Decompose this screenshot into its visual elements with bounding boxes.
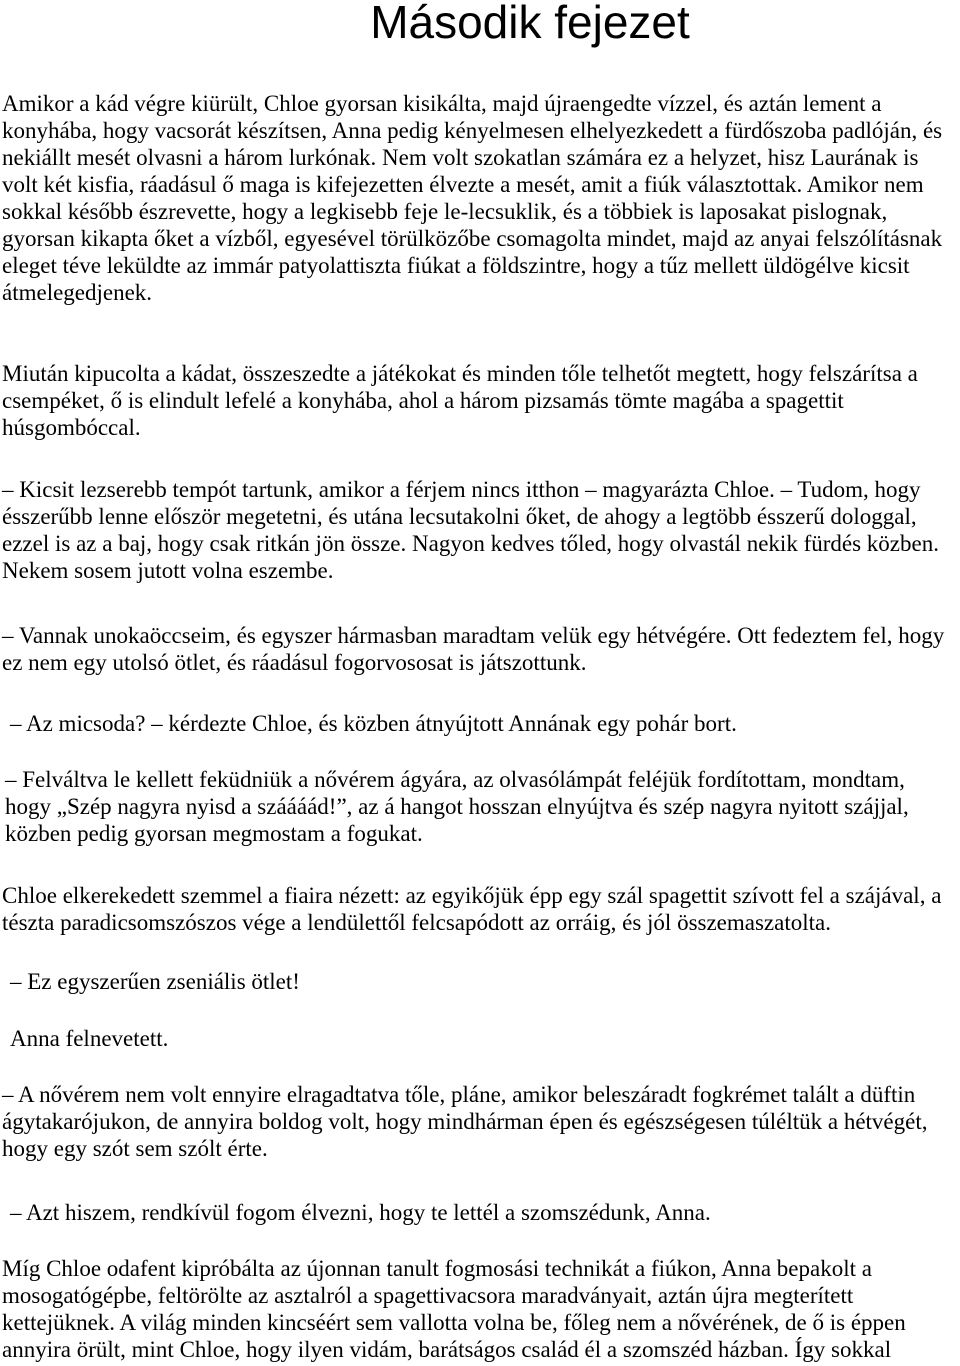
text-line: – Felváltva le kellett feküdniük a nővérem ágyára, az olvasólámpát feléjük fordítottam, mondtam, <box>5 767 905 792</box>
paragraph <box>2 882 960 936</box>
dialogue-paragraph <box>5 766 960 847</box>
text-line: Míg Chloe odafent kipróbálta az újonnan tanult fogmosási technikát a fiúkon, Anna bepakolt a <box>2 1256 872 1281</box>
text-line: csempéket, ő is elindult lefelé a konyhába, ahol a három pizsamás tömte magába a spagettit <box>2 388 844 413</box>
text-line: Chloe elkerekedett szemmel a fiaira nézett: az egyikőjük épp egy szál spagettit szívott fel a szájával, a <box>2 883 942 908</box>
text-line: gyorsan kikapta őket a vízből, egyesével törülközőbe csomagolta mindet, majd az anyai felszólításnak <box>2 226 943 251</box>
text-line: – A nővérem nem volt ennyire elragadtatva tőle, pláne, amikor beleszáradt fogkrémet talált a düftin <box>2 1082 916 1107</box>
text-line: mosogatógépbe, feltörölte az asztalról a spagettivacsora maradványait, aztán újra megterített <box>2 1283 854 1308</box>
text-line: annyira örült, mint Chloe, hogy ilyen vidám, barátságos család él a szomszéd házban. Így sokkal <box>2 1337 892 1362</box>
dialogue-paragraph <box>10 710 960 737</box>
paragraph <box>2 90 960 306</box>
text-line: – Vannak unokaöccseim, és egyszer hármasban maradtam velük egy hétvégére. Ott fedeztem fel, hogy <box>2 623 945 648</box>
dialogue-paragraph <box>2 476 960 584</box>
chapter-title: Második fejezet <box>370 0 690 48</box>
text-line: ez nem egy utolsó ötlet, és ráadásul fogorvososat is játszottunk. <box>2 650 587 675</box>
dialogue-paragraph <box>2 1081 960 1162</box>
text-line: Miután kipucolta a kádat, összeszedte a játékokat és minden tőle telhetőt megtett, hogy felszárítsa a <box>2 361 918 386</box>
text-line: sokkal később észrevette, hogy a legkisebb feje le-lecsuklik, és a többiek is laposakat pislognak, <box>2 199 888 224</box>
text-line: ésszerűbb lenne először megetetni, és utána lecsutakolni őket, de ahogy a legtöbb ésszerű dologgal, <box>2 504 917 529</box>
text-line: ezzel is az a baj, hogy csak ritkán jön össze. Nagyon kedves tőled, hogy olvastál nekik fürdés közben. <box>2 531 939 556</box>
text-line: – Azt hiszem, rendkívül fogom élvezni, hogy te lettél a szomszédunk, Anna. <box>10 1200 711 1225</box>
paragraph <box>2 360 960 441</box>
paragraph <box>2 1255 960 1363</box>
text-line: hogy egy szót sem szólt érte. <box>2 1136 268 1161</box>
text-line: átmelegedjenek. <box>2 280 153 305</box>
dialogue-paragraph <box>2 622 960 676</box>
paragraph <box>10 1025 960 1052</box>
text-line: kettejüknek. A világ minden kincséért sem vallotta volna be, főleg nem a nővérének, de ő is éppen <box>2 1310 906 1335</box>
text-line: Amikor a kád végre kiürült, Chloe gyorsan kisikálta, majd újraengedte vízzel, és aztán lement a <box>2 91 882 116</box>
text-line: hogy „Szép nagyra nyisd a száááád!”, az á hangot hosszan elnyújtva és szép nagyra nyitott szájjal, <box>5 794 909 819</box>
text-line: húsgombóccal. <box>2 415 141 440</box>
text-line: Nekem sosem jutott volna eszembe. <box>2 558 334 583</box>
text-line: ágytakarójukon, de annyira boldog volt, hogy mindhárman épen és egészségesen túléltük a hétvégét, <box>2 1109 928 1134</box>
text-line: eleget téve leküldte az immár patyolattiszta fiúkat a földszintre, hogy a tűz mellett üldögélve kicsit <box>2 253 910 278</box>
dialogue-paragraph <box>10 1199 960 1226</box>
text-line: – Az micsoda? – kérdezte Chloe, és közben átnyújtott Annának egy pohár bort. <box>10 711 737 736</box>
text-line: konyhába, hogy vacsorát készítsen, Anna pedig kényelmesen elhelyezkedett a fürdőszoba padlóján, és <box>2 118 943 143</box>
text-line: volt két kisfia, ráadásul ő maga is kifejezetten élvezte a mesét, amit a fiúk választottak. Amikor nem <box>2 172 924 197</box>
text-line: nekiállt mesét olvasni a három lurkónak. Nem volt szokatlan számára ez a helyzet, hisz Laurának is <box>2 145 919 170</box>
text-line: – Ez egyszerűen zseniális ötlet! <box>10 969 300 994</box>
text-line: – Kicsit lezserebb tempót tartunk, amikor a férjem nincs itthon – magyarázta Chloe. – Tudom, hogy <box>2 477 921 502</box>
text-line: Anna felnevetett. <box>10 1026 169 1051</box>
text-line: közben pedig gyorsan megmostam a fogukat. <box>5 821 423 846</box>
dialogue-paragraph <box>10 968 960 995</box>
text-line: tészta paradicsomszószos vége a lendülettől felcsapódott az orráig, és jól összemaszatolta. <box>2 910 831 935</box>
